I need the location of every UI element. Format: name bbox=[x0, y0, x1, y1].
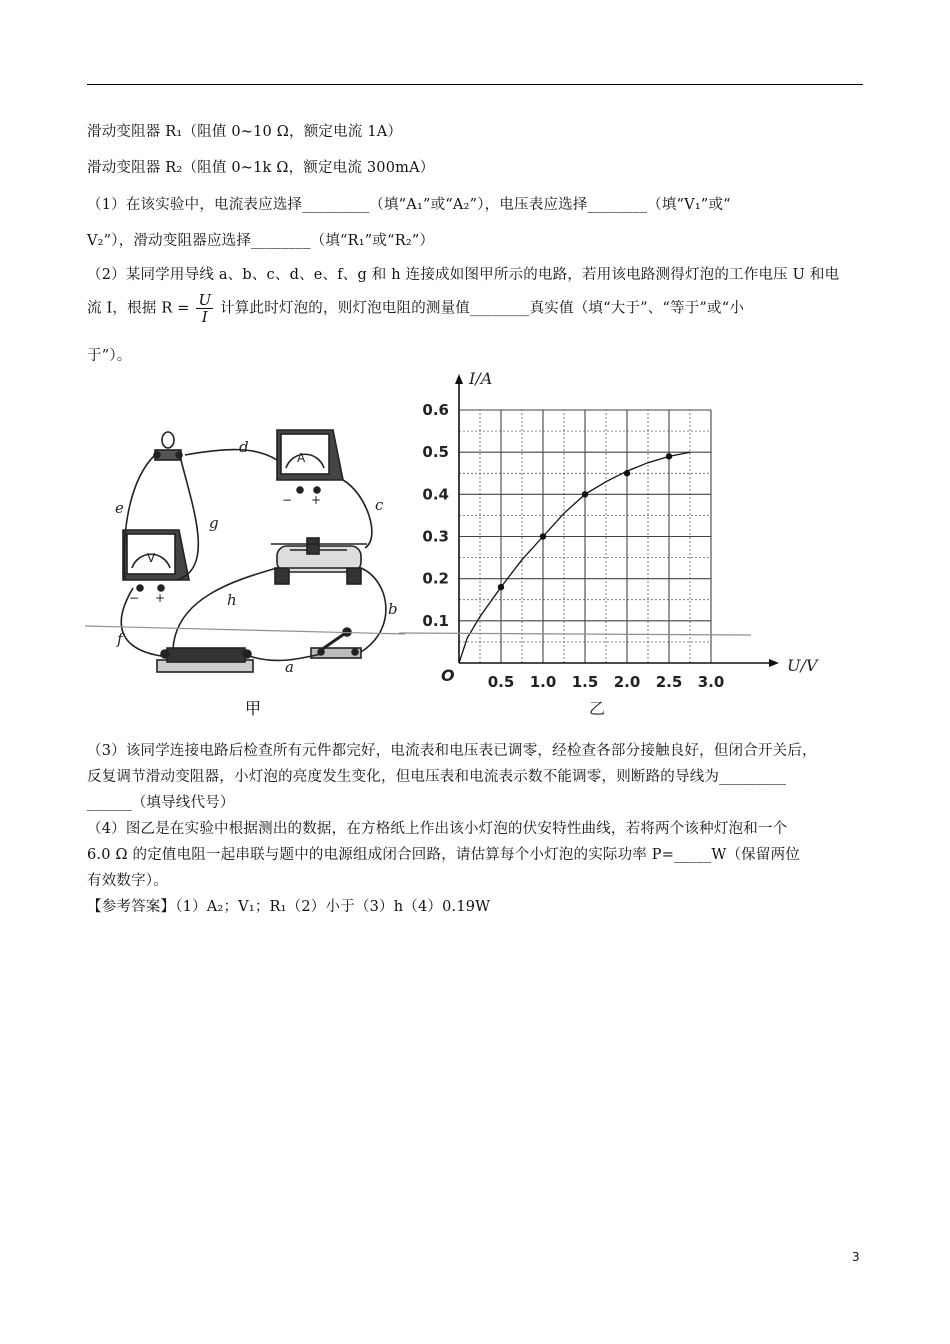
x-tick-label: 0.5 bbox=[487, 673, 515, 691]
header-rule bbox=[87, 84, 863, 85]
y-tick-label: 0.6 bbox=[422, 401, 449, 419]
x-tick-label: 3.0 bbox=[697, 673, 725, 691]
wire-c bbox=[343, 480, 372, 548]
voltmeter-minus-terminal: − bbox=[129, 591, 140, 605]
question-3-line-1: （3）该同学连接电路后检查所有元件都完好，电流表和电压表已调零，经检查各部分接触良好，但闭合开关后， bbox=[87, 743, 817, 759]
question-3-line-2: 反复调节滑动变阻器，小灯泡的亮度发生变化，但电压表和电流表示数不能调零，则断路的导线为_________ bbox=[87, 769, 787, 785]
question-4-line-2: 6.0 Ω 的定值电阻一起串联与题中的电源组成闭合回路，请估算每个小灯泡的实际功率 P=_____W（保留两位 bbox=[87, 847, 800, 863]
y-tick-label: 0.2 bbox=[422, 569, 449, 588]
chart-caption: 乙 bbox=[589, 699, 606, 718]
voltmeter-label: V bbox=[147, 551, 156, 565]
y-tick-label: 0.5 bbox=[422, 443, 449, 462]
x-axis-label: U/V bbox=[787, 656, 818, 675]
wire-label-g: g bbox=[209, 514, 219, 532]
wire-b bbox=[361, 568, 386, 652]
text-line-r2: 滑动变阻器 R₂（阻值 0~1k Ω，额定电流 300mA） bbox=[87, 160, 435, 176]
wire-label-c: c bbox=[375, 496, 384, 514]
formula-denominator: I bbox=[201, 308, 208, 326]
question-3-line-3: ______（填导线代号） bbox=[87, 795, 235, 811]
ammeter-plus-terminal: + bbox=[311, 493, 322, 507]
figure-area bbox=[85, 368, 818, 728]
y-axis-arrow bbox=[455, 374, 463, 384]
voltmeter-icon bbox=[123, 530, 189, 591]
wire-label-h: h bbox=[227, 591, 237, 609]
wire-label-b: b bbox=[388, 600, 398, 618]
question-4-line-3: 有效数字）。 bbox=[87, 873, 168, 889]
data-point bbox=[666, 453, 672, 459]
wire-label-a: a bbox=[285, 658, 294, 676]
x-tick-label: 2.5 bbox=[655, 673, 683, 691]
wire-d bbox=[185, 450, 277, 460]
ammeter-label: A bbox=[297, 451, 306, 465]
iv-chart bbox=[399, 369, 819, 718]
y-tick-label: 0.1 bbox=[422, 611, 449, 630]
y-tick-label: 0.3 bbox=[422, 527, 449, 546]
question-2-line-3: 于”）。 bbox=[87, 348, 132, 364]
data-point bbox=[624, 470, 630, 476]
x-tick-label: 1.5 bbox=[571, 673, 599, 691]
origin-label: O bbox=[441, 666, 455, 685]
wire-label-d: d bbox=[239, 438, 249, 456]
battery-icon bbox=[157, 648, 253, 672]
voltmeter-plus-terminal: + bbox=[155, 591, 166, 605]
question-1-line-2: V₂”），滑动变阻器应选择________（填“R₁”或“R₂”） bbox=[87, 233, 435, 249]
ammeter-icon bbox=[277, 430, 343, 493]
question-2-line-2 bbox=[87, 292, 744, 325]
wire-label-f: f bbox=[117, 630, 123, 648]
question-4-line-1: （4）图乙是在实验中根据测出的数据，在方格纸上作出该小灯泡的伏安特性曲线，若将两个该种灯泡和一个 bbox=[87, 821, 788, 837]
data-point bbox=[498, 584, 504, 590]
data-point bbox=[540, 533, 546, 539]
y-axis-label: I/A bbox=[469, 369, 493, 388]
x-tick-label: 2.0 bbox=[613, 673, 641, 691]
lamp-icon bbox=[154, 432, 182, 460]
y-tick-label: 0.4 bbox=[422, 485, 449, 504]
question-2-line-1: （2）某同学用导线 a、b、c、d、e、f、g 和 h 连接成如图甲所示的电路，若用该电路测得灯泡的工作电压 U 和电 bbox=[87, 267, 840, 283]
formula-fraction bbox=[196, 292, 213, 325]
formula-suffix: 计算此时灯泡的，则灯泡电阻的测量值________真实值（填“大于”、“等于”或“小 bbox=[220, 300, 745, 317]
data-point bbox=[582, 491, 588, 497]
reference-answer: 【参考答案】（1）A₂；V₁；R₁（2）小于（3）h（4）0.19W bbox=[87, 899, 491, 915]
rheostat-icon bbox=[271, 538, 367, 584]
circuit-caption: 甲 bbox=[245, 699, 262, 718]
ammeter-minus-terminal: − bbox=[282, 493, 293, 507]
scan-line bbox=[399, 633, 751, 635]
page-number: 3 bbox=[852, 1250, 860, 1264]
question-1-line-1: （1）在该实验中，电流表应选择_________（填“A₁”或“A₂”），电压表应选择________（填“V₁”或“ bbox=[87, 197, 731, 213]
circuit-diagram bbox=[85, 430, 405, 672]
formula-numerator: U bbox=[198, 291, 212, 309]
x-tick-label: 1.0 bbox=[529, 673, 557, 691]
x-axis-arrow bbox=[769, 659, 779, 667]
formula-prefix: 流 I，根据 R = bbox=[87, 300, 190, 317]
text-line-r1: 滑动变阻器 R₁（阻值 0~10 Ω，额定电流 1A） bbox=[87, 124, 403, 140]
wire-label-e: e bbox=[115, 499, 124, 517]
